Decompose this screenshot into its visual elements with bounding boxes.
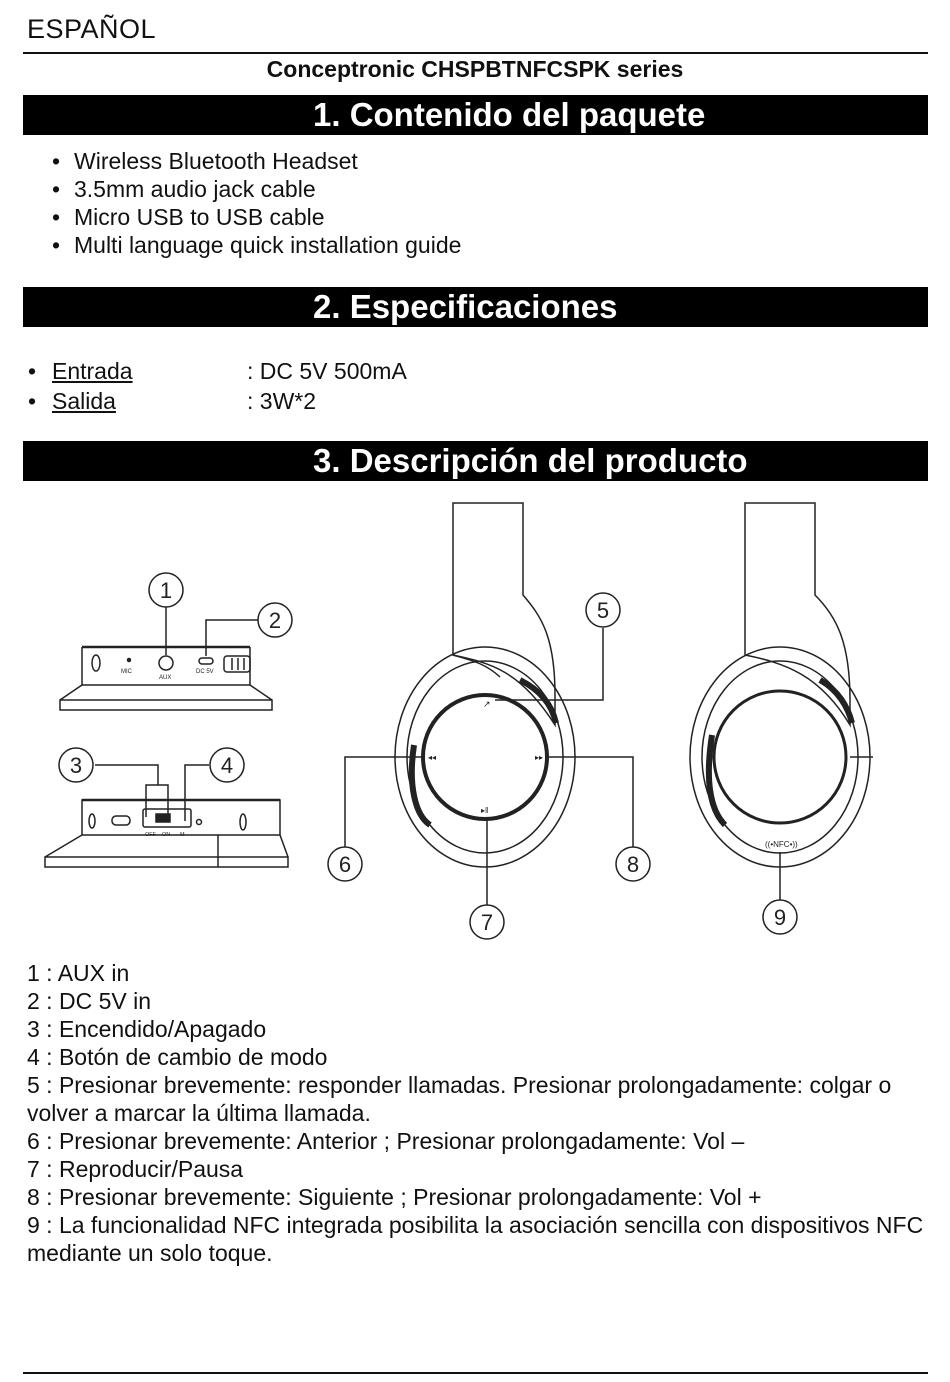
list-item: • Wireless Bluetooth Headset bbox=[52, 147, 461, 175]
language-label: ESPAÑOL bbox=[27, 14, 157, 44]
svg-text:6: 6 bbox=[338, 852, 352, 877]
spec-value: : 3W*2 bbox=[247, 388, 317, 414]
spec-value: : DC 5V 500mA bbox=[247, 358, 407, 384]
bottom-rule bbox=[23, 1372, 928, 1374]
section-heading-contents-text: 1. Contenido del paquete bbox=[313, 96, 706, 133]
svg-text:4: 4 bbox=[220, 753, 234, 778]
headset-front-view bbox=[345, 503, 633, 905]
description-item: 6 : Presionar brevemente: Anterior ; Presionar prolongadamente: Vol – bbox=[27, 1128, 745, 1154]
svg-text:7: 7 bbox=[480, 910, 494, 935]
callout-2 bbox=[258, 603, 292, 637]
feature-description-list bbox=[27, 959, 927, 1267]
description-item: 4 : Botón de cambio de modo bbox=[27, 1044, 328, 1070]
description-item: 2 : DC 5V in bbox=[27, 988, 151, 1014]
off-label: OFF bbox=[145, 832, 156, 838]
svg-text:▸▸: ▸▸ bbox=[535, 753, 544, 762]
section-heading-specs bbox=[23, 287, 928, 327]
svg-text:◂◂: ◂◂ bbox=[428, 753, 437, 762]
svg-text:5: 5 bbox=[596, 598, 610, 623]
svg-text:9: 9 bbox=[773, 905, 787, 930]
aux-port-label: AUX bbox=[159, 675, 172, 681]
description-item: 8 : Presionar brevemente: Siguiente ; Presionar prolongadamente: Vol + bbox=[27, 1184, 762, 1210]
mic-port-label: MIC bbox=[121, 669, 132, 675]
callout-1 bbox=[149, 573, 183, 607]
spec-label: Salida bbox=[52, 388, 116, 414]
callout-7 bbox=[470, 905, 504, 939]
description-item: 7 : Reproducir/Pausa bbox=[27, 1156, 244, 1182]
top-rule bbox=[23, 52, 928, 54]
on-label: ON bbox=[162, 832, 171, 838]
product-diagram bbox=[0, 495, 950, 950]
svg-text:8: 8 bbox=[626, 852, 640, 877]
svg-text:3: 3 bbox=[69, 753, 83, 778]
callout-8 bbox=[616, 847, 650, 881]
earcup-top-view bbox=[60, 607, 272, 710]
section-heading-contents bbox=[23, 95, 928, 135]
description-item: 3 : Encendido/Apagado bbox=[27, 1016, 267, 1042]
description-item: 9 : La funcionalidad NFC integrada posibilita la asociación sencilla con dispositivos NFC mediante un solo toque. bbox=[27, 1212, 924, 1266]
callout-4 bbox=[210, 748, 244, 782]
description-item: 1 : AUX in bbox=[27, 960, 130, 986]
headset-side-view bbox=[690, 503, 873, 900]
section-heading-specs-text: 2. Especificaciones bbox=[313, 288, 618, 325]
mode-label: M bbox=[180, 832, 185, 838]
svg-text:↗: ↗ bbox=[483, 699, 491, 709]
svg-text:▸‖: ▸‖ bbox=[481, 806, 489, 815]
list-item: • Multi language quick installation guide bbox=[52, 231, 461, 259]
dc-port-label: DC 5V bbox=[196, 669, 214, 675]
list-item: • Micro USB to USB cable bbox=[52, 203, 461, 231]
callout-6 bbox=[328, 847, 362, 881]
nfc-label: ((•NFC•)) bbox=[765, 840, 798, 849]
description-item: 5 : Presionar brevemente: responder llamadas. Presionar prolongadamente: colgar o volver a marcar la última llamada. bbox=[27, 1072, 892, 1126]
callout-3 bbox=[59, 748, 93, 782]
section-heading-description bbox=[23, 441, 928, 481]
callout-5 bbox=[586, 593, 620, 627]
package-contents-list bbox=[52, 147, 461, 259]
section-heading-description-text: 3. Descripción del producto bbox=[313, 442, 748, 479]
list-item: • 3.5mm audio jack cable bbox=[52, 175, 461, 203]
spec-label: Entrada bbox=[52, 358, 133, 384]
product-series-title: Conceptronic CHSPBTNFCSPK series bbox=[266, 56, 684, 82]
svg-text:1: 1 bbox=[159, 578, 173, 603]
callout-9 bbox=[763, 900, 797, 934]
svg-text:2: 2 bbox=[268, 608, 282, 633]
